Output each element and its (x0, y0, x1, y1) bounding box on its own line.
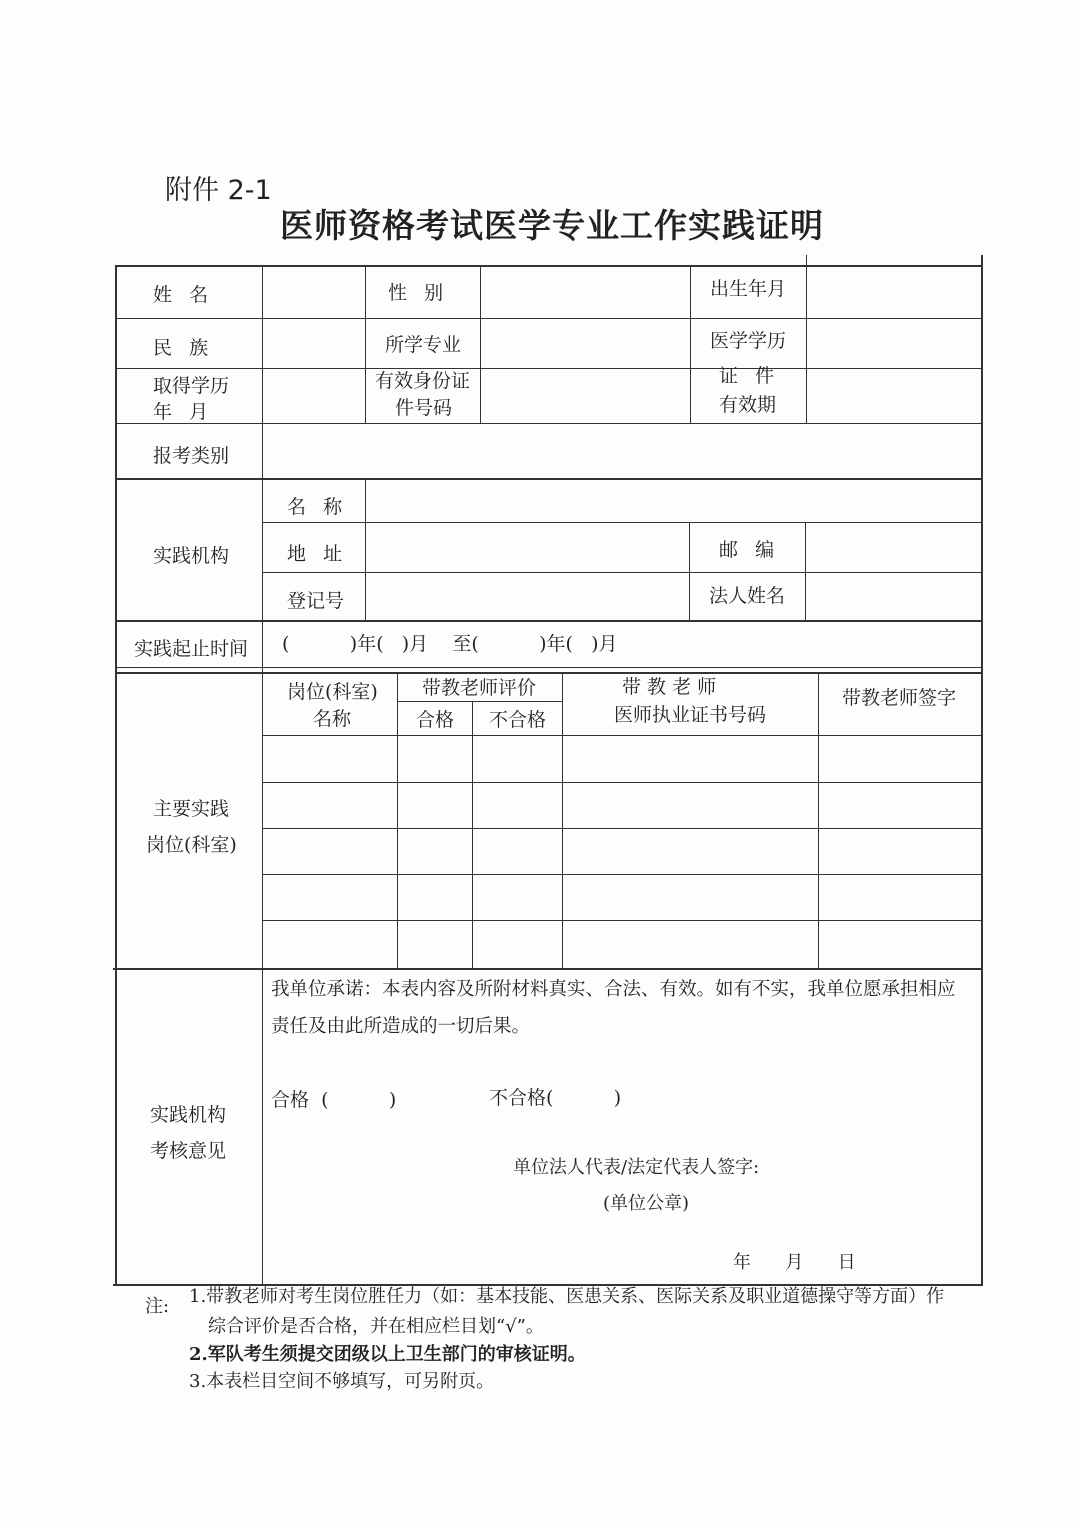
label-ethnicity: 民族 (153, 337, 226, 359)
post-row[interactable] (264, 784, 980, 827)
post-row[interactable] (264, 876, 980, 919)
gender-field[interactable] (482, 268, 688, 316)
label-degree-date-1: 取得学历 (153, 375, 230, 397)
result-fail[interactable]: 不合格( ) (489, 1087, 622, 1109)
signature-label: 单位法人代表/法定代表人签字: (513, 1157, 760, 1178)
promise-line-2: 责任及由此所造成的一切后果。 (271, 1016, 531, 1037)
label-cert-2: 有效期 (719, 394, 777, 416)
label-main-post-2: 岗位(科室) (146, 834, 237, 856)
label-inst-legal: 法人姓名 (709, 585, 786, 607)
birth-field[interactable] (808, 258, 980, 316)
education-field[interactable] (808, 320, 980, 367)
promise-line-1: 我单位承诺：本表内容及所附材料真实、合法、有效。如有不实，我单位愿承担相应 (271, 979, 956, 1000)
col-post-name-2: 名称 (313, 708, 352, 730)
col-teacher-eval: 带教老师评价 (422, 677, 537, 699)
post-row[interactable] (264, 922, 980, 967)
note-1b: 综合评价是否合格，并在相应栏目划“√”。 (208, 1316, 544, 1337)
label-cert-1: 证件 (719, 365, 792, 387)
seal-label: (单位公章) (603, 1193, 690, 1214)
label-id-1: 有效身份证 (375, 370, 471, 392)
col-teacher-sign: 带教老师签字 (842, 687, 957, 709)
label-period: 实践起止时间 (134, 638, 249, 660)
note-1a: 1.带教老师对考生岗位胜任力（如：基本技能、医患关系、医际关系及职业道德操守等方面）作 (189, 1286, 945, 1307)
label-id-2: 件号码 (395, 397, 453, 419)
label-inst-zip: 邮编 (719, 539, 792, 561)
period-value[interactable]: ( )年( )月 至( )年( )月 (282, 633, 618, 655)
label-name: 姓名 (153, 284, 226, 306)
col-teacher-cert-2: 医师执业证书号码 (614, 704, 767, 726)
form-title: 医师资格考试医学专业工作实践证明 (280, 206, 824, 245)
post-row[interactable] (264, 830, 980, 873)
label-inst-reg: 登记号 (287, 590, 345, 612)
label-degree-date-2: 年月 (153, 401, 226, 423)
major-field[interactable] (482, 320, 688, 367)
exam-category-field[interactable] (264, 425, 980, 477)
label-institution: 实践机构 (153, 545, 230, 567)
label-birth: 出生年月 (710, 278, 787, 300)
note-3: 3.本表栏目空间不够填写，可另附页。 (189, 1371, 495, 1392)
inst-name-field[interactable] (367, 480, 980, 521)
label-inst-address: 地址 (287, 543, 360, 565)
post-row[interactable] (264, 737, 980, 781)
label-review-1: 实践机构 (150, 1104, 227, 1126)
label-inst-name: 名称 (287, 496, 360, 518)
inst-address-field[interactable] (367, 524, 688, 571)
attachment-number: 附件 2-1 (165, 175, 272, 206)
label-review-2: 考核意见 (150, 1140, 227, 1162)
col-pass: 合格 (416, 709, 455, 731)
inst-reg-field[interactable] (367, 574, 688, 619)
label-main-post-1: 主要实践 (153, 798, 230, 820)
result-pass[interactable]: 合格 ( ) (271, 1089, 397, 1111)
inst-zip-field[interactable] (807, 524, 980, 571)
col-fail: 不合格 (489, 709, 547, 731)
ethnicity-field[interactable] (264, 320, 364, 367)
notes-prefix: 注: (145, 1296, 170, 1317)
label-gender: 性别 (388, 282, 461, 304)
degree-date-field[interactable] (264, 370, 364, 422)
label-exam-category: 报考类别 (153, 445, 230, 467)
label-education: 医学学历 (710, 330, 787, 352)
label-major: 所学专业 (385, 334, 462, 356)
col-teacher-cert-1: 带 教 老 师 (622, 676, 717, 698)
name-field[interactable] (264, 268, 364, 316)
col-post-name-1: 岗位(科室) (287, 681, 378, 703)
id-number-field[interactable] (482, 370, 688, 422)
inst-legal-field[interactable] (807, 574, 980, 619)
date-label: 年 月 日 (733, 1252, 856, 1273)
cert-validity-field[interactable] (808, 370, 980, 422)
note-2: 2.军队考生须提交团级以上卫生部门的审核证明。 (189, 1344, 586, 1365)
